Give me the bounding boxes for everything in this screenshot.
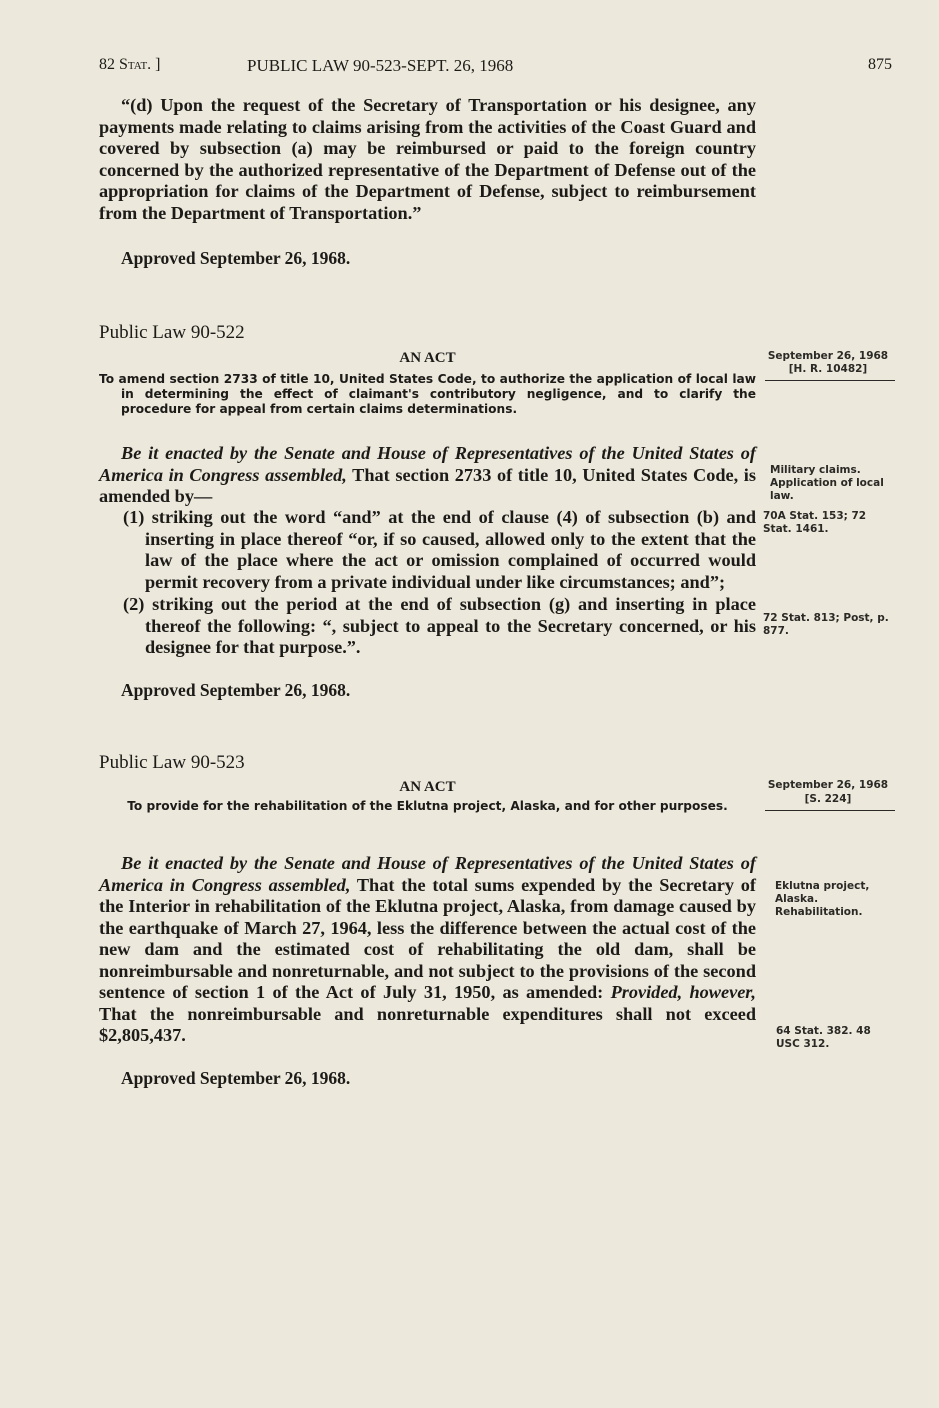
law-90-523-margin-note-2: 64 Stat. 382. 48 USC 312. (776, 1025, 871, 1050)
law-90-523-date: September 26, 1968 (767, 779, 889, 791)
law-90-522-summary: To amend section 2733 of title 10, United States Code, to authorize the application of local law in determining the effect of claimant's contributory negligence, and to clarify the procedure for appeal from certain claims determinations. (99, 372, 756, 416)
law-90-522-clauses (123, 507, 756, 659)
law-90-522-date: September 26, 1968 (767, 350, 889, 362)
law-90-522-date-rule (765, 380, 895, 381)
law-90-522-margin-note-2: 70A Stat. 153; 72 Stat. 1461. (763, 510, 867, 535)
header-title: PUBLIC LAW 90-523-SEPT. 26, 1968 (247, 56, 514, 75)
law-90-523-date-rule (765, 810, 895, 811)
law-90-523-approved: Approved September 26, 1968. (121, 1068, 351, 1088)
page-number: 875 (868, 56, 892, 73)
law-90-523-bill: [S. 224] (804, 793, 852, 805)
clause-2: (2) striking out the period at the end of subsection (g) and inserting in place thereof the following: “, subject to appeal to the Secretary concerned, or his designee for that purpose.”. (123, 594, 756, 657)
law-90-522-an-act: AN ACT (399, 350, 456, 366)
law-90-522-title: Public Law 90-522 (99, 322, 245, 343)
law-90-523-enacting: Be it enacted by the Senate and House of Representatives of the United States of America in Congress assembled, That the total sums expended by the Secretary of the Interior in rehabilitation of the Eklutna project, Alaska, from damage caused by the earthquake of March 27, 1964, less the difference between the actual cost of the new dam and the estimated cost of rehabilitating the old dam, shall be nonreimbursable and nonreturnable, and not subject to the provisions of the second sentence of section 1 of the Act of July 31, 1950, as amended: Provided, however, That the nonreimbursable and nonreturnable expenditures shall not exceed $2,805,437. (99, 853, 756, 1045)
law-90-522-approved: Approved September 26, 1968. (121, 680, 351, 700)
law-90-522-margin-note-3: 72 Stat. 813; Post, p. 877. (763, 612, 889, 637)
law-90-522-margin-note-1: Military claims. Application of local law. (770, 464, 884, 502)
opening-paragraph: “(d) Upon the request of the Secretary of Transportation or his designee, any payments made relating to claims arising from the activities of the Coast Guard and covered by subsection (a) may be reimbursed or paid to the foreign country concerned by the authorized representative of the Department of Defense out of the appropriation for claims of the Department of Defense, subject to reimbursement from the Department of Transportation.” (99, 95, 756, 223)
law-90-523-an-act: AN ACT (399, 779, 456, 795)
law-90-522-enacting: Be it enacted by the Senate and House of Representatives of the United States of America in Congress assembled, That section 2733 of title 10, United States Code, is amended by— (99, 443, 757, 506)
clause-1: (1) striking out the word “and” at the end of clause (4) of subsection (b) and inserting in place thereof “or, if so caused, allowed only to the extent that the law of the place where the act or omission complained of occurred would permit recovery from a private individual under like circumstances; and”; (123, 507, 756, 592)
law-90-522-bill: [H. R. 10482] (788, 363, 868, 375)
law-90-523-margin-note-1: Eklutna project, Alaska. Rehabilitation. (775, 880, 870, 918)
law-90-523-title: Public Law 90-523 (99, 752, 245, 773)
header-stat-ref: 82 Stat. ] (99, 56, 161, 73)
opening-approved: Approved September 26, 1968. (121, 248, 351, 268)
law-90-523-summary: To provide for the rehabilitation of the Eklutna project, Alaska, and for other purposes. (127, 799, 728, 813)
